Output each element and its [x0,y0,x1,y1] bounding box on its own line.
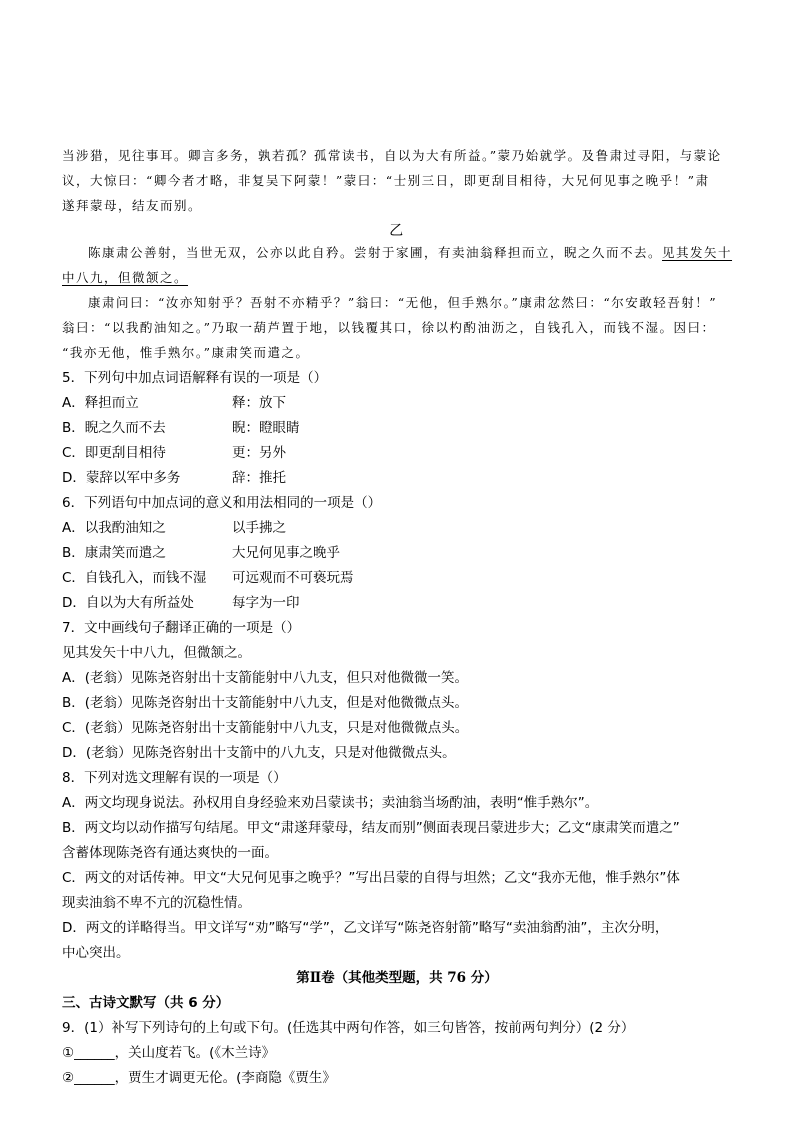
q6-option-b-compare: 大兄何见事之晚乎 [232,545,340,561]
q5-option-b-gloss: 睨：瞪眼睛 [232,420,300,436]
question-9-stem: 9．(1）补写下列诗句的上句或下句。(任选其中两句作答，如三句皆答，按前两句判分）(2 分） [62,1020,635,1036]
question-6-stem: 6．下列语句中加点词的意义和用法相同的一项是（） [62,495,382,511]
q6-option-c-compare: 可远观而不可亵玩焉 [232,570,354,586]
q6-option-d: D．自以为大有所益处 [62,595,194,611]
passage-yi-para1-line1 [88,243,748,263]
q5-option-d: D．蒙辞以军中多务 [62,470,181,486]
q8-line: 中心突出。 [62,945,130,961]
question-8-stem: 8．下列对选文理解有误的一项是（） [62,770,287,786]
passage-yi-para1-line2 [62,268,742,288]
q5-option-c-gloss: 更：另外 [232,445,286,461]
q7-option-a: A．(老翁）见陈尧咨射出十支箭能射中八九支，但只对他微微一笑。 [62,670,469,686]
q7-option-b: B．(老翁）见陈尧咨射出十支箭能射中八九支，但是对他微微点头。 [62,695,469,711]
q6-option-a-compare: 以手拂之 [232,520,286,536]
q9-item-1: ①______，关山度若飞。(《木兰诗》 [62,1045,276,1061]
q7-option-c: C．(老翁）见陈尧咨射出十支箭能射中八九支，只是对他微微点头。 [62,720,469,736]
passage-jia-line: 议，大惊曰：“卿今者才略，非复吴下阿蒙！”蒙曰：“士别三日，即更刮目相待，大兄何见事之晚乎！”肃 [62,173,710,188]
q6-option-b: B．康肃笑而遣之 [62,545,166,561]
section-3-title: 三、古诗文默写（共 6 分） [62,995,230,1011]
q8-line: 含蓄体现陈尧咨有通达爽快的一面。 [62,845,278,861]
q6-option-c: C．自钱孔入，而钱不湿 [62,570,207,586]
passage-yi-title: 乙 [389,223,405,239]
q6-option-a: A．以我酌油知之 [62,520,166,536]
question-7-sentence: 见其发矢十中八九，但微颔之。 [62,645,251,661]
q8-line: C．两文的对话传神。甲文“大兄何见事之晚乎？”写出吕蒙的自得与坦然；乙文“我亦无他，惟手熟尔”体 [62,870,680,886]
q6-option-d-compare: 每字为一印 [232,595,300,611]
question-7-stem: 7．文中画线句子翻译正确的一项是（） [62,620,301,636]
part-2-title: 第Ⅱ卷（其他类型题，共 76 分） [296,970,498,986]
question-5-stem: 5．下列句中加点词语解释有误的一项是（） [62,370,328,386]
q8-line: D．两文的详略得当。甲文详写“劝”略写“学”，乙文详写“陈尧咨射箭”略写“卖油翁酌油”，主次分明， [62,920,669,936]
passage-jia-line: 遂拜蒙母，结友而别。 [62,198,203,213]
q5-option-d-gloss: 辞：推托 [232,470,286,486]
q8-line: B．两文均以动作描写句结尾。甲文“肃遂拜蒙母，结友而别”侧面表现吕蒙进步大；乙文“康肃笑而遣之” [62,820,680,836]
passage-yi-para2-line: 翁曰：“以我酌油知之。”乃取一葫芦置于地，以钱覆其口，徐以杓酌油沥之，自钱孔入，而钱不湿。因曰： [62,320,716,335]
q5-option-b: B．睨之久而不去 [62,420,166,436]
q8-line: 现卖油翁不卑不亢的沉稳性情。 [62,895,251,911]
q8-line: A．两文均现身说法。孙权用自身经验来劝吕蒙读书；卖油翁当场酌油，表明“惟手熟尔”。 [62,795,599,811]
underlined-sentence: 中八九，但微颔之。 [62,270,189,285]
passage-yi-para2-line: “我亦无他，惟手熟尔。”康肃笑而遣之。 [62,345,310,360]
passage-yi-text: 陈康肃公善射，当世无双，公亦以此自矜。尝射于家圃，有卖油翁释担而立，睨之久而不去。 [88,245,663,260]
q9-item-2: ②______，贾生才调更无伦。(李商隐《贾生》 [62,1070,336,1086]
passage-yi-para2-line: 康肃问曰：“汝亦知射乎？吾射不亦精乎？”翁曰：“无他，但手熟尔。”康肃忿然曰：“尔安敢轻吾射！” [88,295,718,310]
q5-option-a-gloss: 释：放下 [232,395,286,411]
underlined-sentence: 见其发矢十 [662,245,733,260]
q5-option-c: C．即更刮目相待 [62,445,166,461]
q7-option-d: D．(老翁）见陈尧咨射出十支箭中的八九支，只是对他微微点头。 [62,745,456,761]
q5-option-a: A．释担而立 [62,395,139,411]
passage-jia-line: 当涉猎，见往事耳。卿言多务，孰若孤？孤常读书，自以为大有所益。”蒙乃始就学。及鲁肃过寻阳，与蒙论 [62,148,722,163]
